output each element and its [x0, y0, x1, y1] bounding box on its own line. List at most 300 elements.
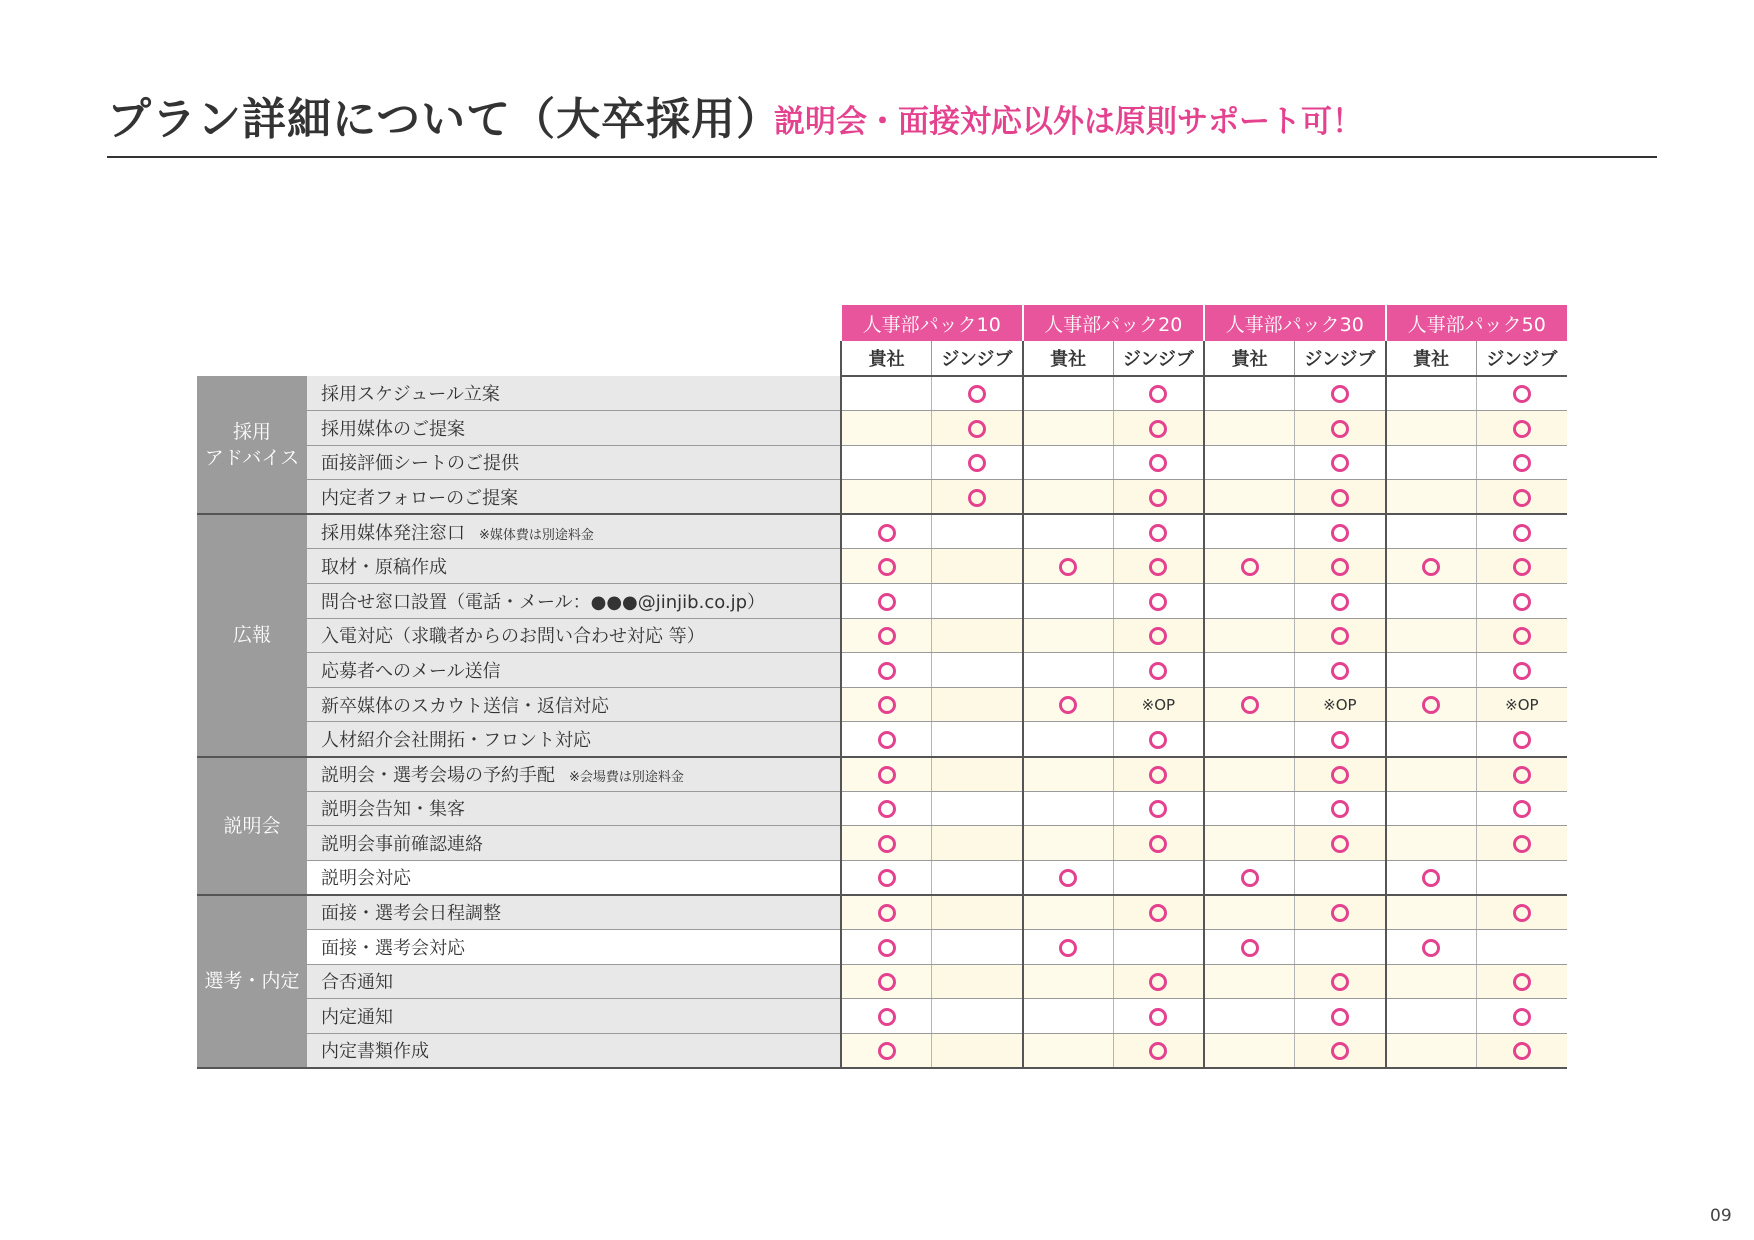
- plan-cell: [1204, 895, 1295, 930]
- service-item: [307, 757, 841, 792]
- circle-icon: [1331, 454, 1349, 472]
- table-row: [197, 722, 1567, 757]
- plan-cell: [841, 687, 932, 722]
- circle-icon: [878, 973, 896, 991]
- table-row: [197, 826, 1567, 861]
- circle-icon: [1513, 766, 1531, 784]
- party-jinjib-header: ジンジブ: [1113, 341, 1204, 376]
- plan-cell: [1386, 757, 1477, 792]
- plan-cell: [1386, 411, 1477, 446]
- service-item: [307, 999, 841, 1034]
- plan-cell: [1476, 930, 1567, 965]
- plan-cell: [1295, 860, 1386, 895]
- circle-icon: [1241, 869, 1259, 887]
- plan-cell: [1113, 411, 1204, 446]
- service-item-note: ※媒体費は別途料金: [479, 527, 594, 543]
- service-item-label: 内定通知: [321, 1006, 393, 1028]
- service-item-label: 説明会事前確認連絡: [321, 834, 483, 856]
- plan-cell: [932, 722, 1023, 757]
- plan-cell: [1386, 860, 1477, 895]
- circle-icon: [1513, 1008, 1531, 1026]
- service-item: [307, 964, 841, 999]
- service-item-label: 説明会告知・集客: [321, 799, 465, 821]
- plan-cell: [841, 757, 932, 792]
- plan-cell: [841, 549, 932, 584]
- plan-cell: [1113, 895, 1204, 930]
- circle-icon: [1149, 489, 1167, 507]
- plan-comparison-table: [197, 305, 1567, 1069]
- circle-icon: [968, 420, 986, 438]
- circle-icon: [1331, 904, 1349, 922]
- plan-cell: [1386, 618, 1477, 653]
- circle-icon: [878, 662, 896, 680]
- plan-cell: [1386, 964, 1477, 999]
- circle-icon: [1513, 593, 1531, 611]
- service-item-note: ※会場費は別途料金: [569, 770, 684, 786]
- plan-cell: [1204, 687, 1295, 722]
- plan-cell: [1386, 1033, 1477, 1068]
- plan-cell: [932, 757, 1023, 792]
- plan-cell: [1476, 791, 1567, 826]
- plan-cell: [932, 860, 1023, 895]
- plan-cell: [1023, 722, 1114, 757]
- plan-cell: [1295, 930, 1386, 965]
- page-subtitle: 説明会・面接対応以外は原則サポート可！: [774, 104, 1363, 140]
- plan-cell: [1113, 584, 1204, 619]
- plan-header-10: 人事部パック10: [841, 305, 1023, 341]
- circle-icon: [1513, 973, 1531, 991]
- plan-cell: [932, 653, 1023, 688]
- party-jinjib-header: ジンジブ: [932, 341, 1023, 376]
- circle-icon: [1513, 385, 1531, 403]
- plan-cell: [1386, 826, 1477, 861]
- plan-cell: [1386, 930, 1477, 965]
- circle-icon: [1513, 524, 1531, 542]
- table-row: [197, 999, 1567, 1034]
- circle-icon: [1513, 627, 1531, 645]
- plan-cell: [1113, 999, 1204, 1034]
- table-row: [197, 964, 1567, 999]
- option-note: ※OP: [1505, 696, 1539, 715]
- plan-table: [197, 305, 1567, 1069]
- plan-cell: [1023, 584, 1114, 619]
- plan-cell: [1113, 930, 1204, 965]
- plan-cell: [841, 618, 932, 653]
- service-item-label: 新卒媒体のスカウト送信・返信対応: [321, 695, 609, 717]
- circle-icon: [968, 385, 986, 403]
- plan-cell: [1295, 480, 1386, 515]
- plan-cell: [841, 895, 932, 930]
- service-item-label: 問合せ窓口設置（電話・メール：●●●@jinjib.co.jp）: [321, 591, 766, 613]
- plan-cell: [932, 411, 1023, 446]
- service-item: [307, 722, 841, 757]
- plan-cell: [1295, 653, 1386, 688]
- circle-icon: [1059, 939, 1077, 957]
- plan-cell: [841, 791, 932, 826]
- table-row: [197, 480, 1567, 515]
- plan-cell: [932, 480, 1023, 515]
- plan-cell: [1476, 445, 1567, 480]
- circle-icon: [878, 904, 896, 922]
- plan-cell: [1113, 687, 1204, 722]
- service-item-label: 合否通知: [321, 972, 393, 994]
- plan-cell: [1476, 653, 1567, 688]
- circle-icon: [1149, 558, 1167, 576]
- service-item-label: 応募者へのメール送信: [321, 661, 501, 683]
- plan-cell: [1476, 480, 1567, 515]
- plan-cell: [1476, 618, 1567, 653]
- circle-icon: [1331, 800, 1349, 818]
- plan-cell: [1295, 1033, 1386, 1068]
- plan-cell: [1295, 549, 1386, 584]
- circle-icon: [1241, 558, 1259, 576]
- table-row: [197, 757, 1567, 792]
- circle-icon: [1241, 696, 1259, 714]
- plan-cell: [1386, 687, 1477, 722]
- plan-cell: [1204, 514, 1295, 549]
- plan-cell: [1023, 687, 1114, 722]
- service-item: [307, 411, 841, 446]
- circle-icon: [1149, 662, 1167, 680]
- plan-cell: [1476, 999, 1567, 1034]
- table-row: [197, 930, 1567, 965]
- circle-icon: [1513, 454, 1531, 472]
- circle-icon: [1331, 973, 1349, 991]
- circle-icon: [1149, 1042, 1167, 1060]
- plan-cell: [1113, 376, 1204, 411]
- plan-cell: [1295, 687, 1386, 722]
- plan-cell: [932, 930, 1023, 965]
- circle-icon: [1422, 558, 1440, 576]
- plan-cell: [932, 791, 1023, 826]
- plan-cell: [1476, 584, 1567, 619]
- service-item-label: 取材・原稿作成: [321, 557, 447, 579]
- plan-cell: [932, 514, 1023, 549]
- circle-icon: [1422, 869, 1440, 887]
- plan-cell: [1204, 999, 1295, 1034]
- plan-cell: [932, 826, 1023, 861]
- table-row: [197, 584, 1567, 619]
- plan-cell: [932, 964, 1023, 999]
- circle-icon: [1331, 385, 1349, 403]
- circle-icon: [1331, 835, 1349, 853]
- plan-cell: [1476, 549, 1567, 584]
- service-item: [307, 549, 841, 584]
- plan-cell: [1023, 999, 1114, 1034]
- circle-icon: [1513, 1042, 1531, 1060]
- option-note: ※OP: [1141, 696, 1176, 715]
- circle-icon: [878, 627, 896, 645]
- plan-cell: [1204, 445, 1295, 480]
- plan-cell: [1023, 860, 1114, 895]
- plan-cell: [1023, 445, 1114, 480]
- circle-icon: [1513, 835, 1531, 853]
- circle-icon: [1331, 731, 1349, 749]
- plan-cell: [1113, 791, 1204, 826]
- plan-cell: [1204, 480, 1295, 515]
- circle-icon: [968, 489, 986, 507]
- service-item-label: 採用媒体のご提案: [321, 418, 465, 440]
- table-row: [197, 411, 1567, 446]
- circle-icon: [1059, 696, 1077, 714]
- plan-cell: [841, 722, 932, 757]
- plan-cell: [1295, 999, 1386, 1034]
- circle-icon: [878, 696, 896, 714]
- circle-icon: [1331, 766, 1349, 784]
- plan-cell: [1476, 1033, 1567, 1068]
- circle-icon: [878, 800, 896, 818]
- plan-cell: [1204, 549, 1295, 584]
- plan-cell: [1204, 584, 1295, 619]
- table-row: [197, 618, 1567, 653]
- service-item: [307, 826, 841, 861]
- plan-cell: [1476, 411, 1567, 446]
- table-row: [197, 895, 1567, 930]
- plan-cell: [1386, 445, 1477, 480]
- page-number: 09: [1710, 1206, 1732, 1226]
- circle-icon: [1331, 627, 1349, 645]
- circle-icon: [1149, 835, 1167, 853]
- circle-icon: [1149, 800, 1167, 818]
- plan-cell: [1386, 480, 1477, 515]
- plan-cell: [1204, 618, 1295, 653]
- header-divider: [107, 156, 1657, 158]
- table-row: [197, 1033, 1567, 1068]
- plan-cell: [1204, 757, 1295, 792]
- service-item-label: 採用スケジュール立案: [321, 384, 500, 406]
- plan-cell: [1023, 514, 1114, 549]
- plan-cell: [1204, 791, 1295, 826]
- plan-cell: [841, 376, 932, 411]
- circle-icon: [1331, 558, 1349, 576]
- plan-cell: [841, 964, 932, 999]
- circle-icon: [878, 766, 896, 784]
- service-item: [307, 653, 841, 688]
- service-item: [307, 445, 841, 480]
- table-row: [197, 860, 1567, 895]
- section-label: 選考・内定: [197, 895, 307, 1068]
- section-label: 広報: [197, 514, 307, 756]
- plan-cell: [1386, 791, 1477, 826]
- plan-cell: [1113, 514, 1204, 549]
- circle-icon: [1331, 662, 1349, 680]
- plan-cell: [1113, 480, 1204, 515]
- party-client-header: 貴社: [1023, 341, 1114, 376]
- plan-cell: [841, 411, 932, 446]
- blank-header: [197, 341, 841, 376]
- circle-icon: [1513, 420, 1531, 438]
- plan-cell: [932, 549, 1023, 584]
- plan-header-50: 人事部パック50: [1386, 305, 1568, 341]
- party-client-header: 貴社: [1386, 341, 1477, 376]
- plan-cell: [1295, 514, 1386, 549]
- plan-cell: [1204, 411, 1295, 446]
- plan-cell: [1023, 895, 1114, 930]
- table-row: [197, 653, 1567, 688]
- circle-icon: [1513, 904, 1531, 922]
- service-item: [307, 618, 841, 653]
- circle-icon: [1149, 524, 1167, 542]
- plan-cell: [1476, 722, 1567, 757]
- plan-cell: [1204, 826, 1295, 861]
- circle-icon: [1331, 524, 1349, 542]
- circle-icon: [878, 593, 896, 611]
- circle-icon: [1331, 593, 1349, 611]
- plan-cell: [1476, 687, 1567, 722]
- plan-cell: [1023, 411, 1114, 446]
- table-row: [197, 791, 1567, 826]
- circle-icon: [1513, 731, 1531, 749]
- circle-icon: [1149, 1008, 1167, 1026]
- plan-cell: [841, 930, 932, 965]
- plan-cell: [1476, 826, 1567, 861]
- circle-icon: [1149, 593, 1167, 611]
- plan-cell: [932, 618, 1023, 653]
- plan-cell: [1295, 964, 1386, 999]
- service-item-label: 内定書類作成: [321, 1041, 429, 1063]
- service-item-label: 入電対応（求職者からのお問い合わせ対応 等）: [321, 626, 705, 648]
- plan-cell: [1113, 618, 1204, 653]
- plan-cell: [1295, 826, 1386, 861]
- plan-cell: [841, 653, 932, 688]
- circle-icon: [1149, 973, 1167, 991]
- plan-cell: [1476, 964, 1567, 999]
- plan-header-row: [197, 305, 1567, 341]
- page-header: [107, 92, 1657, 158]
- circle-icon: [1059, 869, 1077, 887]
- circle-icon: [878, 869, 896, 887]
- table-row: [197, 514, 1567, 549]
- circle-icon: [1513, 558, 1531, 576]
- circle-icon: [1513, 800, 1531, 818]
- service-item: [307, 860, 841, 895]
- plan-cell: [932, 999, 1023, 1034]
- plan-cell: [1113, 860, 1204, 895]
- service-item: [307, 1033, 841, 1068]
- plan-cell: [1113, 722, 1204, 757]
- circle-icon: [1149, 627, 1167, 645]
- service-item-label: 人材紹介会社開拓・フロント対応: [321, 729, 591, 751]
- circle-icon: [1149, 454, 1167, 472]
- service-item: [307, 791, 841, 826]
- plan-cell: [841, 480, 932, 515]
- circle-icon: [1513, 489, 1531, 507]
- plan-cell: [932, 376, 1023, 411]
- service-item: [307, 480, 841, 515]
- service-item-label: 説明会・選考会場の予約手配: [321, 765, 555, 787]
- plan-cell: [1476, 514, 1567, 549]
- plan-cell: [841, 860, 932, 895]
- service-item: [307, 687, 841, 722]
- plan-cell: [932, 584, 1023, 619]
- circle-icon: [878, 524, 896, 542]
- page-title: プラン詳細について（大卒採用）: [107, 94, 782, 145]
- service-item-label: 面接・選考会対応: [321, 937, 465, 959]
- plan-cell: [1476, 757, 1567, 792]
- plan-cell: [932, 895, 1023, 930]
- option-note: ※OP: [1323, 696, 1357, 715]
- party-client-header: 貴社: [841, 341, 932, 376]
- party-jinjib-header: ジンジブ: [1295, 341, 1386, 376]
- plan-cell: [1295, 722, 1386, 757]
- circle-icon: [1241, 939, 1259, 957]
- plan-cell: [1204, 376, 1295, 411]
- plan-header-20: 人事部パック20: [1023, 305, 1205, 341]
- circle-icon: [878, 835, 896, 853]
- plan-cell: [1204, 1033, 1295, 1068]
- circle-icon: [1149, 385, 1167, 403]
- service-item: [307, 930, 841, 965]
- circle-icon: [878, 1008, 896, 1026]
- plan-cell: [841, 1033, 932, 1068]
- circle-icon: [1149, 904, 1167, 922]
- circle-icon: [1331, 1042, 1349, 1060]
- plan-cell: [841, 584, 932, 619]
- plan-cell: [1476, 895, 1567, 930]
- plan-header-30: 人事部パック30: [1204, 305, 1386, 341]
- party-header-row: [197, 341, 1567, 376]
- plan-cell: [1204, 930, 1295, 965]
- plan-cell: [1113, 1033, 1204, 1068]
- plan-cell: [1386, 549, 1477, 584]
- plan-cell: [1113, 757, 1204, 792]
- service-item: [307, 376, 841, 411]
- circle-icon: [1331, 1008, 1349, 1026]
- table-row: [197, 376, 1567, 411]
- service-item: [307, 584, 841, 619]
- circle-icon: [968, 454, 986, 472]
- plan-cell: [1476, 860, 1567, 895]
- plan-cell: [1386, 514, 1477, 549]
- plan-cell: [1204, 653, 1295, 688]
- plan-cell: [1023, 618, 1114, 653]
- plan-cell: [1023, 826, 1114, 861]
- plan-cell: [1023, 376, 1114, 411]
- plan-cell: [1386, 999, 1477, 1034]
- circle-icon: [878, 558, 896, 576]
- plan-cell: [1386, 895, 1477, 930]
- plan-cell: [1386, 584, 1477, 619]
- plan-cell: [1204, 964, 1295, 999]
- plan-cell: [1113, 445, 1204, 480]
- plan-cell: [1204, 722, 1295, 757]
- plan-cell: [1113, 653, 1204, 688]
- plan-cell: [932, 1033, 1023, 1068]
- plan-cell: [1295, 895, 1386, 930]
- service-item-label: 内定者フォローのご提案: [321, 487, 519, 509]
- service-item: [307, 514, 841, 549]
- plan-table-body: [197, 376, 1567, 1068]
- circle-icon: [878, 731, 896, 749]
- circle-icon: [1059, 558, 1077, 576]
- section-label: 説明会: [197, 757, 307, 895]
- circle-icon: [878, 1042, 896, 1060]
- plan-cell: [1023, 480, 1114, 515]
- plan-cell: [1023, 1033, 1114, 1068]
- circle-icon: [1149, 731, 1167, 749]
- plan-cell: [1023, 930, 1114, 965]
- plan-cell: [1476, 376, 1567, 411]
- plan-cell: [1386, 376, 1477, 411]
- plan-cell: [932, 687, 1023, 722]
- service-item-label: 採用媒体発注窓口: [321, 522, 465, 544]
- circle-icon: [1331, 420, 1349, 438]
- plan-cell: [1295, 411, 1386, 446]
- blank-header: [197, 305, 841, 341]
- plan-cell: [1295, 757, 1386, 792]
- service-item-label: 面接・選考会日程調整: [321, 903, 501, 925]
- service-item-label: 説明会対応: [321, 868, 411, 890]
